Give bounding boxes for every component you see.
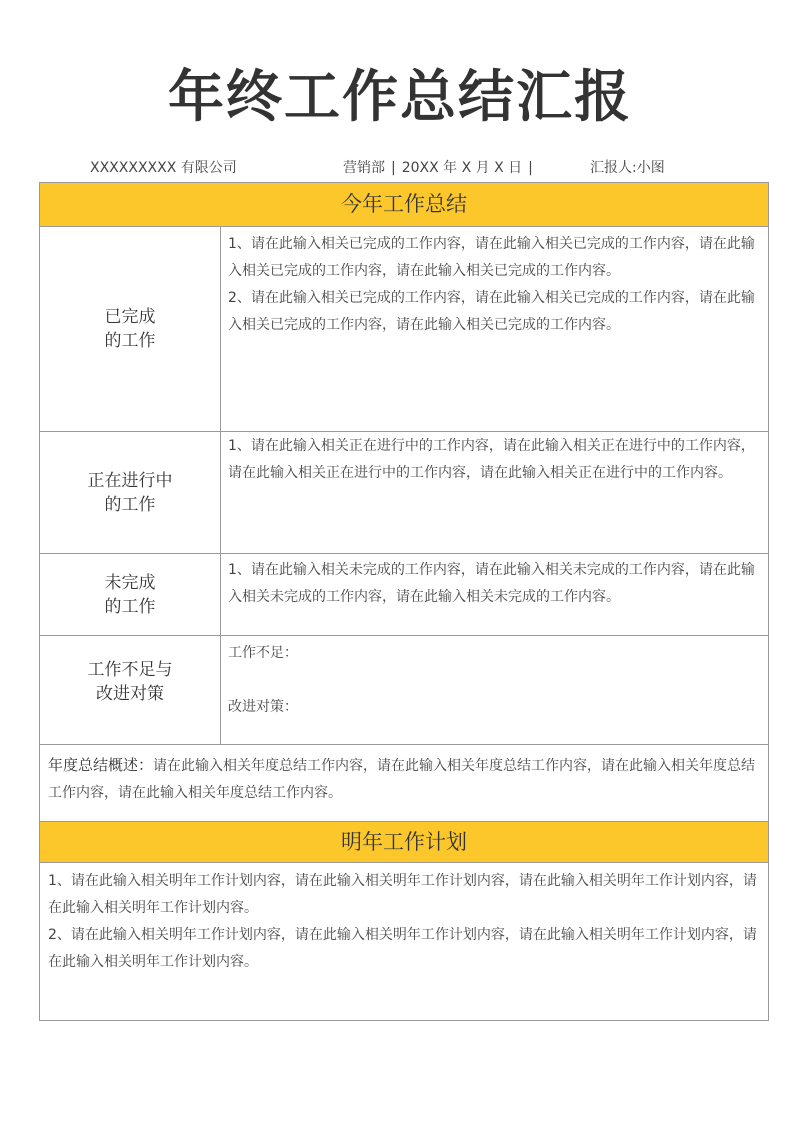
row-content-in-progress: [228, 433, 762, 487]
list-item: 1、请在此输入相关已完成的工作内容，请在此输入相关已完成的工作内容，请在此输入相关已完成的工作内容，请在此输入相关已完成的工作内容。: [228, 236, 755, 279]
label-line: 的工作: [104, 596, 156, 617]
row-content-not-completed: [228, 557, 762, 611]
list-item: 1、请在此输入相关正在进行中的工作内容，请在此输入相关正在进行中的工作内容，请在此输入相关正在进行中的工作内容，请在此输入相关正在进行中的工作内容。: [228, 438, 755, 481]
label-line: 的工作: [104, 494, 156, 515]
department: 营销部: [343, 160, 385, 176]
shortcomings-field: 工作不足：: [228, 645, 298, 661]
page-title: 年终工作总结汇报: [168, 65, 632, 130]
next-year-content: [48, 868, 762, 976]
row-content-shortcomings: [228, 640, 762, 721]
separator: |: [528, 160, 533, 176]
label-line: 正在进行中: [87, 470, 173, 491]
row-label-shortcomings: [40, 636, 220, 744]
report-date: 20XX 年 X 月 X 日: [401, 160, 523, 176]
report-table: [39, 182, 769, 1021]
next-year-heading: 明年工作计划: [40, 822, 768, 863]
list-item: 2、请在此输入相关明年工作计划内容，请在此输入相关明年工作计划内容，请在此输入相关明年工作计划内容，请在此输入相关明年工作计划内容。: [48, 927, 757, 970]
row-label-not-completed: [40, 554, 220, 635]
list-item: 1、请在此输入相关未完成的工作内容，请在此输入相关未完成的工作内容，请在此输入相关未完成的工作内容，请在此输入相关未完成的工作内容。: [228, 562, 755, 605]
company-name: XXXXXXXXX 有限公司: [90, 160, 237, 176]
label-line: 的工作: [104, 331, 156, 351]
improvements-field: 改进对策：: [228, 699, 298, 715]
row-divider: [40, 744, 768, 745]
list-item: 2、请在此输入相关已完成的工作内容，请在此输入相关已完成的工作内容，请在此输入相关已完成的工作内容，请在此输入相关已完成的工作内容。: [228, 290, 755, 333]
reporter: 汇报人:小图: [590, 160, 665, 176]
separator: |: [391, 160, 396, 176]
label-column-divider: [220, 227, 221, 745]
row-label-in-progress: [40, 432, 220, 553]
label-line: 未完成: [104, 572, 156, 593]
annual-summary: [48, 752, 762, 807]
row-content-completed: [228, 231, 762, 339]
label-line: 工作不足与: [87, 660, 173, 680]
list-item: 1、请在此输入相关明年工作计划内容，请在此输入相关明年工作计划内容，请在此输入相关明年工作计划内容，请在此输入相关明年工作计划内容。: [48, 873, 757, 916]
department-date: [343, 158, 539, 178]
label-line: 改进对策: [96, 684, 164, 704]
label-line: 已完成: [104, 307, 156, 327]
summary-label: 年度总结概述：: [48, 756, 154, 774]
this-year-heading: 今年工作总结: [40, 183, 768, 227]
row-label-completed: [40, 227, 220, 431]
summary-text: 请在此输入相关年度总结工作内容，请在此输入相关年度总结工作内容，请在此输入相关年度总结工作内容，请在此输入相关年度总结工作内容。: [48, 758, 756, 801]
